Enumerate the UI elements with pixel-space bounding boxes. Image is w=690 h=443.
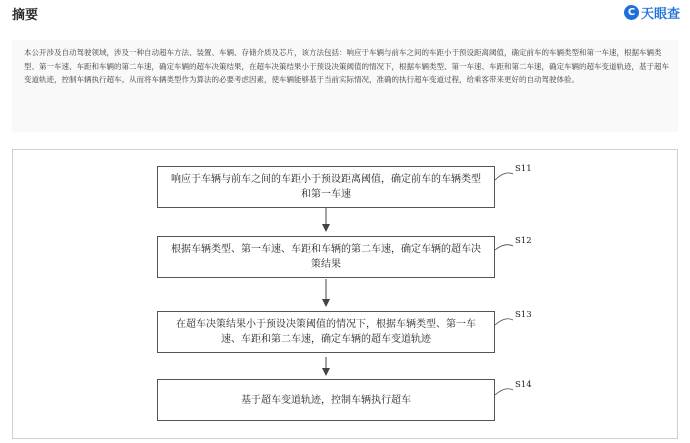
leader-s11	[495, 173, 513, 180]
leader-s13	[495, 319, 513, 325]
flow-step-label-s13: S13	[515, 310, 532, 320]
flow-step-s12: 根据车辆类型、第一车速、车距和车辆的第二车速，确定车辆的超车决策结果	[157, 236, 495, 278]
abstract-text: 本公开涉及自动驾驶领域，涉及一种自动超车方法、装置、车辆、存储介质及芯片，该方法包括：响应于车辆与前车之间的车距小于预设距离阈值，确定前车的车辆类型和第一车速，根据车辆类型、第一车速、车距和车辆的第二车速，确定车辆的超车决策结果，在超车决策结果小于预设决策阈值的情况下，根据车辆类型、第一车速、车距和第二车速，确定车辆的超车变道轨迹，基于超车变道轨迹，控制车辆执行超车。从而将车辆类型作为算法的必要考虑因素，使车辆能够基于当前实际情况，准确的执行超车变道过程，给乘客带来更好的自动驾驶体验。	[24, 48, 669, 84]
section-title: 摘要	[12, 8, 39, 23]
flow-step-label-s11: S11	[515, 164, 532, 174]
flow-step-s11: 响应于车辆与前车之间的车距小于预设距离阈值，确定前车的车辆类型和第一车速	[157, 166, 495, 208]
header	[0, 0, 690, 26]
flow-step-label-s14: S14	[515, 380, 532, 390]
brand-logo-link[interactable]	[624, 3, 680, 22]
flow-step-s14: 基于超车变道轨迹，控制车辆执行超车	[157, 379, 495, 421]
leader-s12	[495, 245, 513, 250]
leader-s14	[495, 389, 513, 395]
flow-step-s13: 在超车决策结果小于预设决策阈值的情况下，根据车辆类型、第一车速、车距和第二车速，确定车辆的超车变道轨迹	[157, 311, 495, 353]
flowchart-figure	[12, 149, 678, 439]
brand-name: 天眼查	[640, 7, 680, 22]
flow-step-label-s12: S12	[515, 236, 532, 246]
tianyancha-logo-icon: C	[624, 5, 639, 20]
abstract-box	[12, 40, 678, 132]
